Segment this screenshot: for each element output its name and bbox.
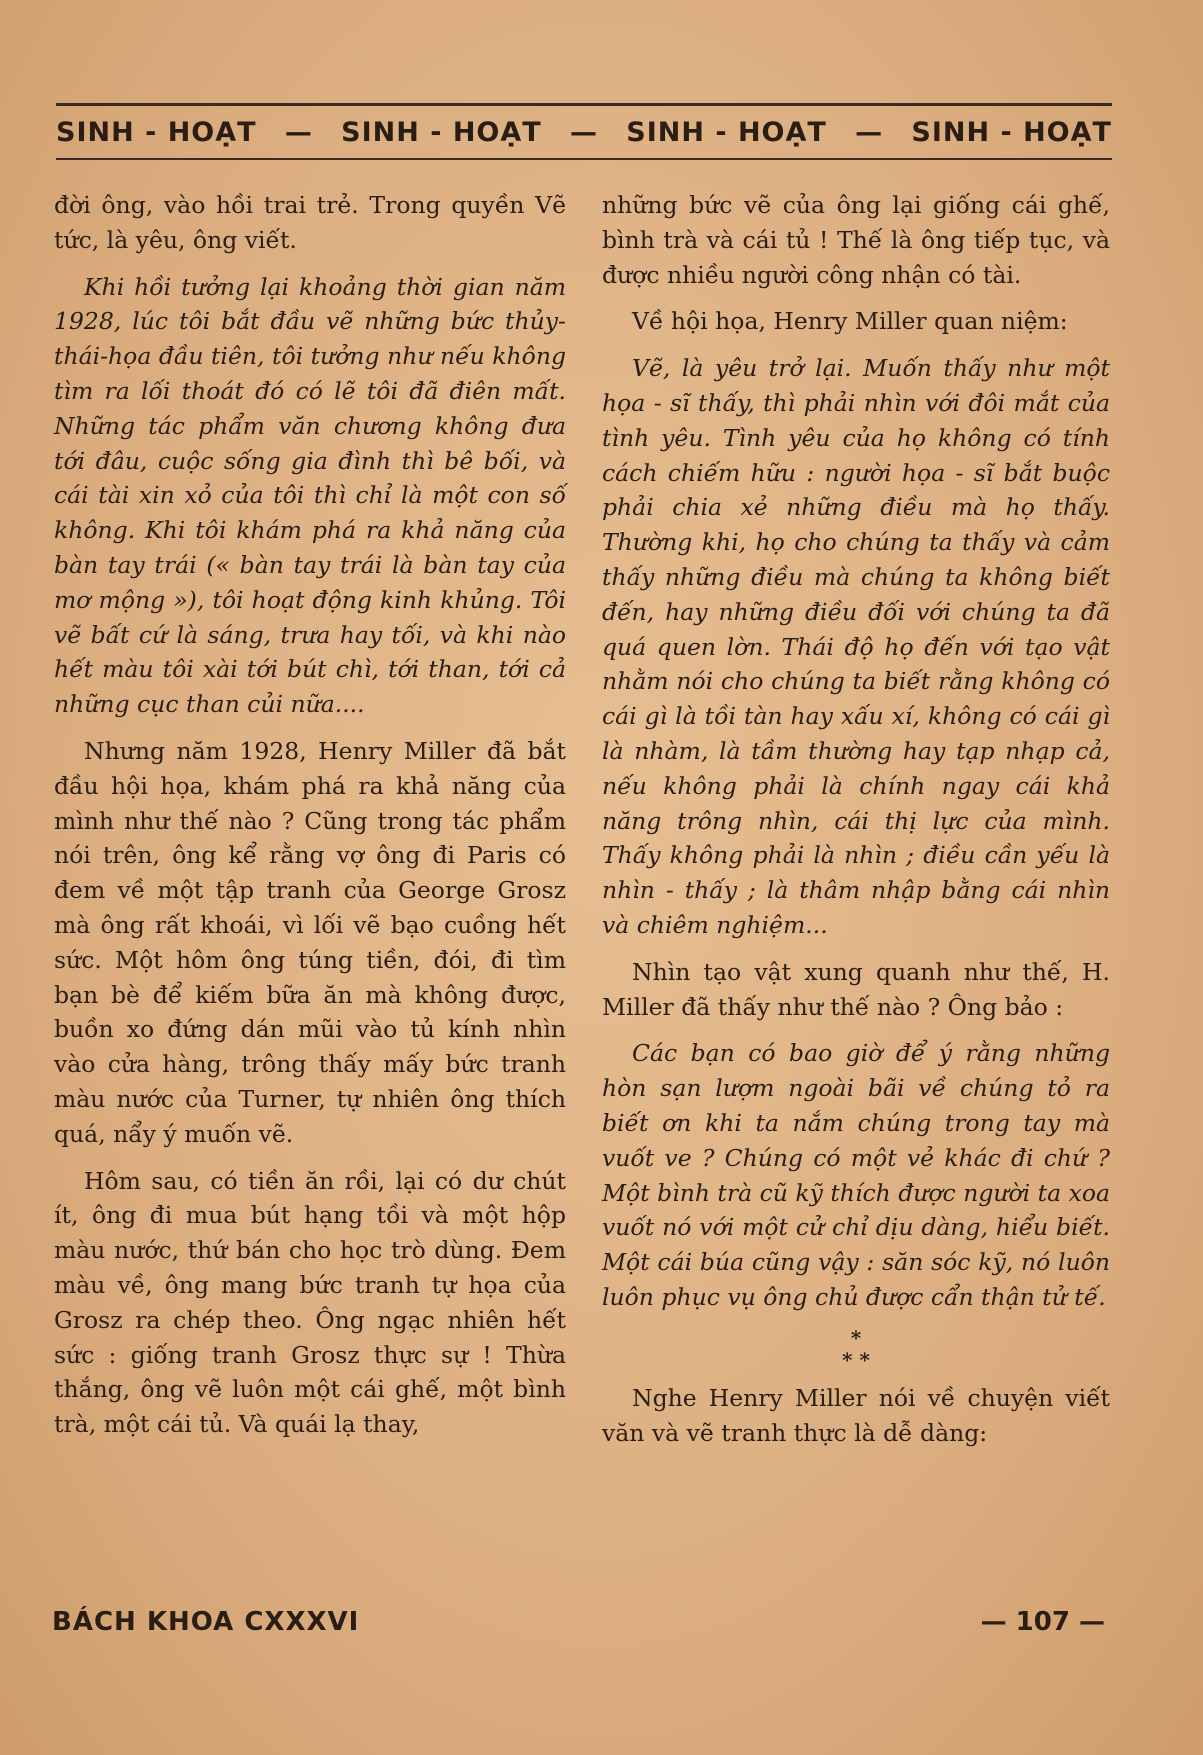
quote-paragraph: Khi hồi tưởng lại khoảng thời gian năm 1928, lúc tôi bắt đầu vẽ những bức thủy-thái-họa đầu tiên, tôi tưởng như nếu không tìm ra lối thoát đó có lẽ tôi đã điên mất. Những tác phẩm văn chương không đưa tới đâu, cuộc sống gia đình thì bê bối, và cái tài xin xỏ của tôi thì chỉ là một con số không. Khi tôi khám phá ra khả năng của bàn tay trái (« bàn tay trái là bàn tay của mơ mộng »), tôi hoạt động kinh khủng. Tôi vẽ bất cứ là sáng, trưa hay tối, và khi nào hết màu tôi xài tới bút chì, tới than, tới cả những cục than củi nữa....	[54, 272, 566, 719]
paragraph: Nhìn tạo vật xung quanh như thế, H. Miller đã thấy như thế nào ? Ông bảo :	[602, 957, 1110, 1021]
header-item: SINH - HOẠT	[56, 116, 257, 148]
header-dash: —	[855, 116, 884, 148]
paragraph: những bức vẽ của ông lại giống cái ghế, bình trà và cái tủ ! Thế là ông tiếp tục, và được nhiều người công nhận có tài.	[602, 191, 1110, 289]
header-dash: —	[569, 116, 598, 148]
paragraph: Nghe Henry Miller nói về chuyện viết văn và vẽ tranh thực là dễ dàng:	[602, 1383, 1110, 1447]
header-item: SINH - HOẠT	[626, 116, 827, 148]
quote-paragraph: Các bạn có bao giờ để ý rằng những hòn sạn lượm ngoài bãi về chúng tỏ ra biết ơn khi ta nắm chúng trong tay mà vuốt ve ? Chúng có một vẻ khác đi chứ ? Một bình trà cũ kỹ thích được người ta xoa vuốt nó với một cử chỉ dịu dàng, hiểu biết. Một cái búa cũng vậy : săn sóc kỹ, nó luôn luôn phục vụ ông chủ được cẩn thận tử tế.	[602, 1039, 1110, 1311]
section-divider	[602, 1327, 1110, 1371]
paragraph: Hôm sau, có tiền ăn rồi, lại có dư chút ít, ông đi mua bút hạng tồi và một hộp màu nước, thứ bán cho học trò dùng. Đem màu về, ông mang bức tranh tự họa của Grosz ra chép theo. Ông ngạc nhiên hết sức : giống tranh Grosz thực sự ! Thừa thắng, ông vẽ luôn một cái ghế, một bình trà, một cái tủ. Và quái lạ thay,	[54, 1166, 566, 1439]
running-header	[56, 103, 1112, 160]
quote-paragraph: Vẽ, là yêu trở lại. Muốn thấy như một họa - sĩ thấy, thì phải nhìn với đôi mắt của tình yêu. Tình yêu của họ không có tính cách chiếm hữu : người họa - sĩ bắt buộc phải chia xẻ những điều mà họ thấy. Thường khi, họ cho chúng ta thấy và cảm thấy những điều mà chúng ta không biết đến, hay những điều đối với chúng ta đã quá quen lờn. Thái độ họ đến với tạo vật nhằm nói cho chúng ta biết rằng không có cái gì là tồi tàn hay xấu xí, không có cái gì là nhàm, là tầm thường hay tạp nhạp cả, nếu không phải là chính ngay cái khả năng trông nhìn, cái thị lực của mình. Thấy không phải là nhìn ; điều cần yếu là nhìn - thấy ; là thâm nhập bằng cái nhìn và chiêm nghiệm...	[602, 354, 1110, 939]
asterisk-bottom: * *	[842, 1347, 870, 1372]
header-item: SINH - HOẠT	[911, 116, 1112, 148]
right-column	[602, 188, 1110, 1462]
left-column	[54, 188, 566, 1454]
paragraph: đời ông, vào hồi trai trẻ. Trong quyền Vẽ tức, là yêu, ông viết.	[54, 191, 566, 254]
paragraph: Nhưng năm 1928, Henry Miller đã bắt đầu hội họa, khám phá ra khả năng của mình như thế nào ? Cũng trong tác phẩm nói trên, ông kể rằng vợ ông đi Paris có đem về một tập tranh của George Grosz mà ông rất khoái, vì lối vẽ bạo cuồng hết sức. Một hôm ông túng tiền, đói, đi tìm bạn bè để kiếm bữa ăn mà không được, buồn xo đứng dán mũi vào tủ kính nhìn vào cửa hàng, trông thấy mấy bức tranh màu nước của Turner, tự nhiên ông thích quá, nẩy ý muốn vẽ.	[54, 736, 566, 1148]
asterisk-top: *	[850, 1325, 862, 1350]
paragraph: Về hội họa, Henry Miller quan niệm:	[632, 307, 1068, 336]
header-item: SINH - HOẠT	[341, 116, 542, 148]
page-number: — 107 —	[980, 1607, 1105, 1637]
header-dash: —	[284, 116, 313, 148]
magazine-footer: BÁCH KHOA CXXXVI	[52, 1607, 360, 1637]
